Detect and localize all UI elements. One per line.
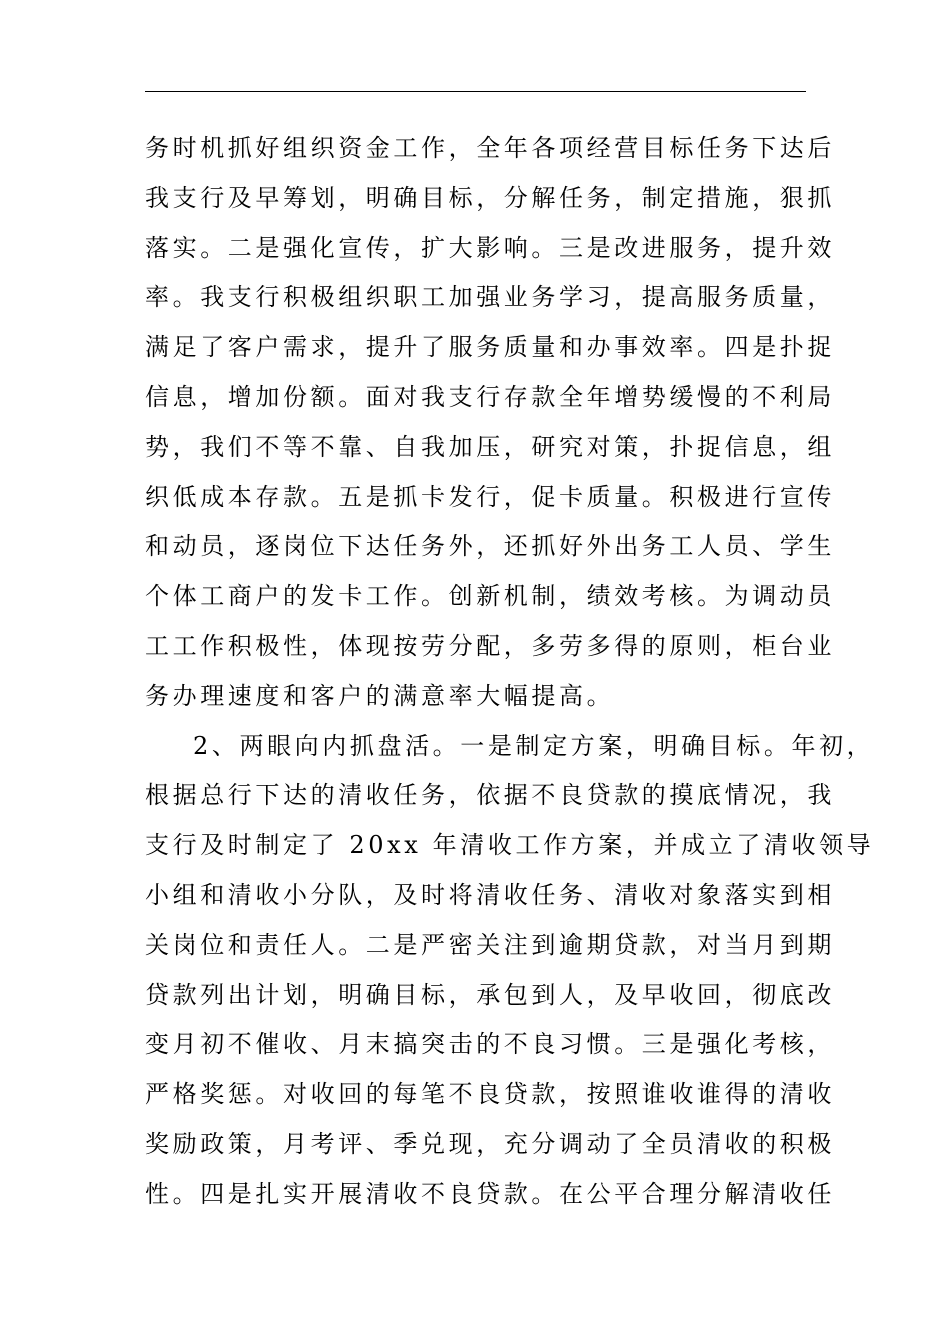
text-line: 势，我们不等不靠、自我加压，研究对策，扑捉信息，组 [145, 432, 835, 461]
text-line: 个体工商户的发卡工作。创新机制，绩效考核。为调动员 [145, 582, 835, 611]
text-line: 织低成本存款。五是抓卡发行，促卡质量。积极进行宣传 [145, 482, 835, 511]
text-line: 根据总行下达的清收任务，依据不良贷款的摸底情况，我 [145, 781, 835, 810]
text-line: 贷款列出计划，明确目标，承包到人，及早收回，彻底改 [145, 980, 835, 1009]
text-line: 落实。二是强化宣传，扩大影响。三是改进服务，提升效 [145, 233, 835, 262]
text-line: 务办理速度和客户的满意率大幅提高。 [145, 681, 615, 710]
text-line: 性。四是扎实开展清收不良贷款。在公平合理分解清收任 [145, 1179, 835, 1208]
text-line: 率。我支行积极组织职工加强业务学习，提高服务质量， [145, 283, 835, 312]
text-line: 支行及时制定了 20xx 年清收工作方案，并成立了清收领导 [145, 831, 875, 860]
body-text [145, 124, 875, 1220]
text-line: 满足了客户需求，提升了服务质量和办事效率。四是扑捉 [145, 333, 835, 362]
text-line: 奖励政策，月考评、季兑现，充分调动了全员清收的积极 [145, 1129, 835, 1158]
text-line: 关岗位和责任人。二是严密关注到逾期贷款，对当月到期 [145, 930, 835, 959]
text-line: 严格奖惩。对收回的每笔不良贷款，按照谁收谁得的清收 [145, 1080, 835, 1109]
text-line: 和动员，逐岗位下达任务外，还抓好外出务工人员、学生 [145, 532, 835, 561]
text-line: 小组和清收小分队，及时将清收任务、清收对象落实到相 [145, 880, 835, 909]
text-line: 工工作积极性，体现按劳分配，多劳多得的原则，柜台业 [145, 631, 835, 660]
text-line: 务时机抓好组织资金工作，全年各项经营目标任务下达后 [145, 134, 835, 162]
paragraph-start-line: 2、两眼向内抓盘活。一是制定方案，明确目标。年初， [193, 731, 875, 760]
header-rule [145, 91, 806, 92]
text-line: 我支行及早筹划，明确目标，分解任务，制定措施，狠抓 [145, 183, 835, 212]
text-line: 信息，增加份额。面对我支行存款全年增势缓慢的不利局 [145, 382, 835, 411]
text-line: 变月初不催收、月末搞突击的不良习惯。三是强化考核， [145, 1030, 835, 1059]
